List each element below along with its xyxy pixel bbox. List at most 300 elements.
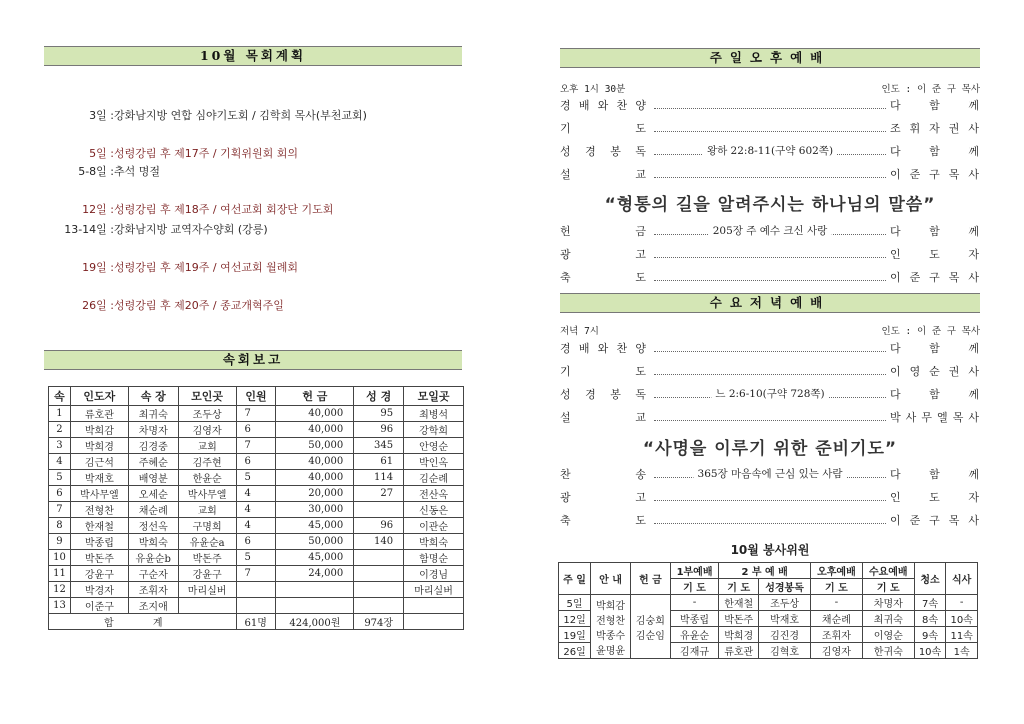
cell-value: 24,000 [276, 566, 354, 582]
cell-value: 50,000 [276, 438, 354, 454]
order-label-char: 봉 [610, 388, 621, 401]
order-leader-dots [654, 494, 886, 501]
cell-value: 1 [49, 406, 71, 422]
order-row [560, 222, 980, 240]
order-leader-dots [654, 345, 886, 352]
plan-text: 성령강림 후 제19주 / 여선교회 월례회 [114, 261, 298, 274]
cell-value: 박희감 [70, 422, 128, 438]
offering-name: 김순임 [635, 630, 665, 642]
order-role-char: 사 [968, 514, 980, 527]
order-label [560, 223, 650, 239]
order-leader-dots [654, 171, 886, 178]
order-role [890, 489, 980, 505]
cell-value [354, 598, 404, 614]
plan-date: 5-8일 : [78, 165, 114, 178]
cell-value: 6 [236, 534, 276, 550]
order-label-char: 독 [635, 145, 646, 158]
cell-value: 5 [49, 470, 71, 486]
order-role-char: 도 [929, 248, 941, 261]
cell-value: 10 [49, 550, 71, 566]
order-label-char: 경 [560, 99, 571, 112]
order-role-char: 휘 [909, 122, 922, 135]
order-role [890, 409, 980, 425]
order-role-char: 다 [890, 145, 902, 158]
total-bible: 974장 [354, 614, 404, 630]
cell-value: 20,000 [276, 486, 354, 502]
cell-row [49, 470, 464, 486]
col-afternoon: 오후예배 [810, 563, 862, 579]
order-role-char: 사 [968, 411, 980, 424]
order-row [560, 119, 980, 137]
order-label-char: 기 [560, 122, 571, 135]
volunteer-value: 박재호 [759, 611, 811, 627]
cell-row [49, 598, 464, 614]
cell-value: 정선옥 [128, 518, 178, 534]
order-label-char: 고 [635, 491, 646, 504]
cell-value: 박재호 [70, 470, 128, 486]
order-label-char: 경 [560, 342, 571, 355]
volunteer-value: 9속 [914, 627, 946, 643]
cell-value: 박사무엘 [70, 486, 128, 502]
volunteer-week: 19일 [559, 627, 591, 643]
cell-value: 오세순 [128, 486, 178, 502]
order-label-char: 도 [635, 365, 646, 378]
guide-name: 윤명윤 [596, 645, 626, 657]
order-role-char: 함 [929, 225, 941, 238]
order-leader-dots [654, 251, 886, 258]
order-row [560, 465, 980, 483]
plan-text: 추석 명절 [114, 165, 161, 178]
col-second-service: 2 부 예 배 [719, 563, 811, 579]
afternoon-leader: 인도 : 이 준 구 목사 [881, 84, 980, 95]
order-row [560, 165, 980, 183]
cell-value: 4 [236, 486, 276, 502]
volunteer-value: 박희경 [719, 627, 759, 643]
plan-date: 5일 : [89, 147, 114, 160]
volunteer-value: 1속 [946, 643, 978, 659]
order-role-char: 자 [929, 122, 941, 135]
order-role-char: 함 [929, 468, 941, 481]
plan-text: 성령강림 후 제18주 / 여선교회 회장단 기도회 [114, 203, 334, 216]
order-label-char: 교 [635, 411, 646, 424]
cell-value: 박경자 [70, 582, 128, 598]
order-label-char: 양 [635, 342, 646, 355]
order-role-char: 다 [890, 468, 902, 481]
order-role-char: 함 [929, 342, 941, 355]
order-label-char: 경 [585, 145, 596, 158]
order-label-char: 광 [560, 248, 571, 261]
order-role-char: 함 [929, 145, 941, 158]
col-guide: 안 내 [591, 563, 631, 595]
cell-value: 2 [49, 422, 71, 438]
order-label-char: 경 [585, 388, 596, 401]
order-role-char: 자 [968, 491, 980, 504]
volunteer-row [559, 595, 978, 611]
order-role-char: 사 [905, 411, 918, 424]
volunteer-value: - [810, 595, 862, 611]
order-label-char: 독 [635, 388, 646, 401]
order-label [560, 143, 650, 159]
order-role [890, 466, 980, 482]
order-detail: 365장 마음속에 근심 있는 사람 [694, 466, 847, 481]
cell-value: 류호관 [70, 406, 128, 422]
order-label [560, 512, 650, 528]
order-role-char: 준 [909, 514, 922, 527]
order-role-char: 사 [968, 365, 980, 378]
plan-date: 26일 : [82, 299, 114, 312]
order-role-char: 께 [968, 225, 980, 238]
cell-value: 마리실버 [178, 582, 236, 598]
order-label-char: 성 [560, 388, 571, 401]
cell-value: 이관순 [404, 518, 464, 534]
cell-value: 9 [49, 534, 71, 550]
cell-row [49, 550, 464, 566]
cell-value: 조두상 [178, 406, 236, 422]
plan-date: 13-14일 : [64, 223, 114, 236]
plan-item [20, 107, 367, 123]
cell-value [354, 550, 404, 566]
order-role [890, 386, 980, 402]
order-row [560, 245, 980, 263]
cell-value: 강윤구 [178, 566, 236, 582]
volunteer-guide [591, 595, 631, 659]
order-detail: 205장 주 예수 크신 사랑 [709, 223, 832, 238]
volunteer-value: 채순례 [810, 611, 862, 627]
cell-value: 유윤순a [178, 534, 236, 550]
order-role-char: 사 [968, 168, 980, 181]
cell-value [354, 582, 404, 598]
cell-row [49, 422, 464, 438]
cell-value: 27 [354, 486, 404, 502]
cell-value: 신동은 [404, 502, 464, 518]
volunteer-value: 7속 [914, 595, 946, 611]
cell-value: 채순례 [128, 502, 178, 518]
order-role-char: 순 [929, 365, 941, 378]
col-wednesday: 수요예배 [862, 563, 914, 579]
order-row [560, 339, 980, 357]
cell-value: 7 [236, 406, 276, 422]
order-role-char: 구 [929, 271, 941, 284]
cell-value: 김영자 [178, 422, 236, 438]
order-role [890, 512, 980, 528]
cell-value: 4 [49, 454, 71, 470]
cell-value: 마리실버 [404, 582, 464, 598]
cell-value: 김주현 [178, 454, 236, 470]
order-label [560, 386, 650, 402]
order-row [560, 362, 980, 380]
order-label-char: 설 [560, 168, 571, 181]
volunteer-value: 김재규 [670, 643, 719, 659]
order-role-char: 함 [929, 388, 941, 401]
order-role-char: 목 [952, 411, 965, 424]
order-role-char: 께 [968, 468, 980, 481]
cell-value: 박희숙 [128, 534, 178, 550]
col-bible: 성경봉독 [759, 579, 811, 595]
wednesday-leader: 인도 : 이 준 구 목사 [881, 326, 980, 337]
cell-value: 7 [49, 502, 71, 518]
cell-value: 박종립 [70, 534, 128, 550]
wednesday-title: 수요저녁예배 [560, 293, 980, 313]
order-row [560, 96, 980, 114]
cell-value: 40,000 [276, 422, 354, 438]
cell-value [354, 502, 404, 518]
order-label [560, 409, 650, 425]
plan-item [20, 259, 298, 275]
cell-value [236, 582, 276, 598]
order-label [560, 166, 650, 182]
order-role [890, 97, 980, 113]
plan-title: 10월 목회계획 [44, 46, 462, 66]
order-label-char: 봉 [610, 145, 621, 158]
wednesday-sermon-title: “사명을 이루기 위한 준비기도” [642, 439, 898, 459]
cell-value: 박돈주 [178, 550, 236, 566]
col-pray-1: 기 도 [670, 579, 719, 595]
order-role-char: 다 [890, 388, 902, 401]
order-detail: 느 2:6-10(구약 728쪽) [711, 386, 828, 401]
cell-col-header: 인도자 [70, 387, 128, 406]
cell-value [354, 566, 404, 582]
plan-item [20, 145, 298, 161]
volunteer-offering [630, 595, 670, 659]
order-row [560, 488, 980, 506]
order-role-char: 다 [890, 225, 902, 238]
cell-value: 배영분 [128, 470, 178, 486]
order-row [560, 511, 980, 529]
cell-col-header: 모일곳 [404, 387, 464, 406]
cell-value: 140 [354, 534, 404, 550]
cell-value [276, 582, 354, 598]
order-role [890, 166, 980, 182]
order-role [890, 340, 980, 356]
cell-col-header: 헌 금 [276, 387, 354, 406]
cell-value: 6 [49, 486, 71, 502]
cell-value: 조지애 [128, 598, 178, 614]
cell-value: 45,000 [276, 518, 354, 534]
order-role-char: 박 [890, 411, 902, 424]
cell-value: 함명순 [404, 550, 464, 566]
cell-report-title: 속회보고 [44, 350, 462, 370]
volunteers-title: 10월 봉사위원 [730, 543, 810, 557]
volunteer-week: 12일 [559, 611, 591, 627]
cell-row [49, 502, 464, 518]
col-pray-4: 기 도 [862, 579, 914, 595]
volunteer-value: 류호관 [719, 643, 759, 659]
order-label-char: 축 [560, 271, 571, 284]
order-role-char: 엘 [937, 411, 949, 424]
plan-text: 강화남지방 교역자수양회 (강릉) [114, 223, 268, 236]
cell-value: 강학희 [404, 422, 464, 438]
order-label-char: 배 [578, 342, 590, 355]
col-meal: 식사 [946, 563, 978, 595]
cell-row [49, 518, 464, 534]
col-cleaning: 청소 [914, 563, 946, 595]
col-pray-3: 기 도 [810, 579, 862, 595]
order-role-char: 께 [968, 145, 980, 158]
order-leader-dots [654, 144, 886, 157]
order-leader-dots [654, 368, 886, 375]
guide-name: 박희감 [596, 600, 626, 612]
afternoon-title: 주일오후예배 [560, 48, 980, 68]
order-label-char: 찬 [616, 99, 628, 112]
cell-value: 12 [49, 582, 71, 598]
cell-value: 114 [354, 470, 404, 486]
cell-value: 8 [49, 518, 71, 534]
cell-value: 40,000 [276, 470, 354, 486]
volunteer-value: 이영순 [862, 627, 914, 643]
order-role-char: 무 [921, 411, 933, 424]
col-week: 주 일 [559, 563, 591, 595]
volunteer-value: 한재철 [719, 595, 759, 611]
cell-col-header: 인원 [236, 387, 276, 406]
order-label-char: 도 [635, 271, 646, 284]
cell-value: 박사무엘 [178, 486, 236, 502]
cell-value: 박희숙 [404, 534, 464, 550]
cell-col-header: 속 [49, 387, 71, 406]
cell-value: 한윤순 [178, 470, 236, 486]
order-label [560, 466, 650, 482]
volunteer-value: 조두상 [759, 595, 811, 611]
cell-value: 강윤구 [70, 566, 128, 582]
cell-value: 박희경 [70, 438, 128, 454]
cell-value: 유윤순b [128, 550, 178, 566]
order-detail: 왕하 22:8-11(구약 602쪽) [703, 143, 837, 158]
volunteer-value: 유윤순 [670, 627, 719, 643]
order-label-char: 찬 [616, 342, 628, 355]
order-leader-dots [654, 274, 886, 281]
cell-value: 45,000 [276, 550, 354, 566]
order-role-char: 조 [890, 122, 902, 135]
cell-col-header: 성 경 [354, 387, 404, 406]
plan-date: 12일 : [82, 203, 114, 216]
cell-value: 이경님 [404, 566, 464, 582]
order-role-char: 자 [968, 248, 980, 261]
volunteer-value: 김진경 [759, 627, 811, 643]
order-label-char: 축 [560, 514, 571, 527]
cell-value: 한재철 [70, 518, 128, 534]
volunteer-value: 박돈주 [719, 611, 759, 627]
order-role-char: 구 [929, 168, 941, 181]
order-label-char: 헌 [560, 225, 571, 238]
order-role-char: 목 [948, 168, 961, 181]
order-role-char: 함 [929, 99, 941, 112]
order-row [560, 268, 980, 286]
cell-value: 40,000 [276, 406, 354, 422]
cell-value: 40,000 [276, 454, 354, 470]
order-role-char: 준 [909, 168, 922, 181]
order-label-char: 교 [635, 168, 646, 181]
cell-value: 박인옥 [404, 454, 464, 470]
order-label-char: 송 [635, 468, 646, 481]
order-role [890, 269, 980, 285]
volunteer-week: 26일 [559, 643, 591, 659]
cell-row [49, 534, 464, 550]
order-role-char: 께 [968, 99, 980, 112]
order-label-char: 기 [560, 365, 571, 378]
col-pray-2: 기 도 [719, 579, 759, 595]
cell-value: 전산옥 [404, 486, 464, 502]
order-role-char: 목 [948, 271, 961, 284]
volunteer-value: 박종립 [670, 611, 719, 627]
total-label: 합 계 [49, 614, 237, 630]
order-role-char: 도 [929, 491, 941, 504]
order-row [560, 142, 980, 160]
cell-report-table [48, 386, 464, 630]
cell-value: 96 [354, 518, 404, 534]
order-role-char: 다 [890, 99, 902, 112]
volunteer-value: - [670, 595, 719, 611]
order-role [890, 120, 980, 136]
cell-value [178, 598, 236, 614]
order-label-char: 고 [635, 248, 646, 261]
cell-value: 11 [49, 566, 71, 582]
cell-value: 50,000 [276, 534, 354, 550]
offering-name: 김숭희 [635, 615, 665, 627]
order-leader-dots [654, 102, 886, 109]
cell-value [404, 598, 464, 614]
guide-name: 박종수 [596, 630, 626, 642]
cell-value: 안영순 [404, 438, 464, 454]
cell-row [49, 582, 464, 598]
order-role-char: 께 [968, 388, 980, 401]
order-role [890, 363, 980, 379]
order-label [560, 363, 650, 379]
order-role-char: 구 [929, 514, 941, 527]
cell-value: 최병석 [404, 406, 464, 422]
cell-col-header: 모인곳 [178, 387, 236, 406]
plan-item [20, 297, 284, 313]
order-row [560, 408, 980, 426]
order-label-char: 도 [635, 122, 646, 135]
cell-value: 95 [354, 406, 404, 422]
order-label-char: 찬 [560, 468, 571, 481]
cell-value: 6 [236, 422, 276, 438]
plan-text: 성령강림 후 제17주 / 기획위원회 회의 [114, 147, 298, 160]
afternoon-time: 오후 1시 30분 [560, 84, 626, 95]
guide-name: 전형찬 [596, 615, 626, 627]
volunteer-value: 김영자 [810, 643, 862, 659]
order-role-char: 사 [968, 271, 980, 284]
cell-value: 61 [354, 454, 404, 470]
cell-row [49, 438, 464, 454]
volunteer-value: 11속 [946, 627, 978, 643]
order-role-char: 권 [948, 365, 961, 378]
order-role-char: 다 [890, 342, 902, 355]
order-leader-dots [654, 125, 886, 132]
cell-value: 이준구 [70, 598, 128, 614]
cell-value: 구순자 [128, 566, 178, 582]
volunteer-value: 조휘자 [810, 627, 862, 643]
cell-value: 최귀숙 [128, 406, 178, 422]
cell-value: 5 [236, 470, 276, 486]
cell-value: 김순례 [404, 470, 464, 486]
wednesday-time: 저녁 7시 [560, 326, 599, 337]
plan-text: 성령강림 후 제20주 / 종교개혁주일 [114, 299, 284, 312]
order-label-char: 배 [578, 99, 590, 112]
order-role-char: 목 [948, 514, 961, 527]
order-role-char: 이 [890, 365, 902, 378]
order-label-char: 금 [635, 225, 646, 238]
cell-value: 30,000 [276, 502, 354, 518]
cell-value: 조휘자 [128, 582, 178, 598]
cell-value: 김근석 [70, 454, 128, 470]
volunteer-week: 5일 [559, 595, 591, 611]
order-label [560, 246, 650, 262]
order-leader-dots [654, 517, 886, 524]
order-leader-dots [654, 224, 886, 237]
col-offering: 헌 금 [630, 563, 670, 595]
cell-row [49, 566, 464, 582]
order-label-char: 도 [635, 514, 646, 527]
